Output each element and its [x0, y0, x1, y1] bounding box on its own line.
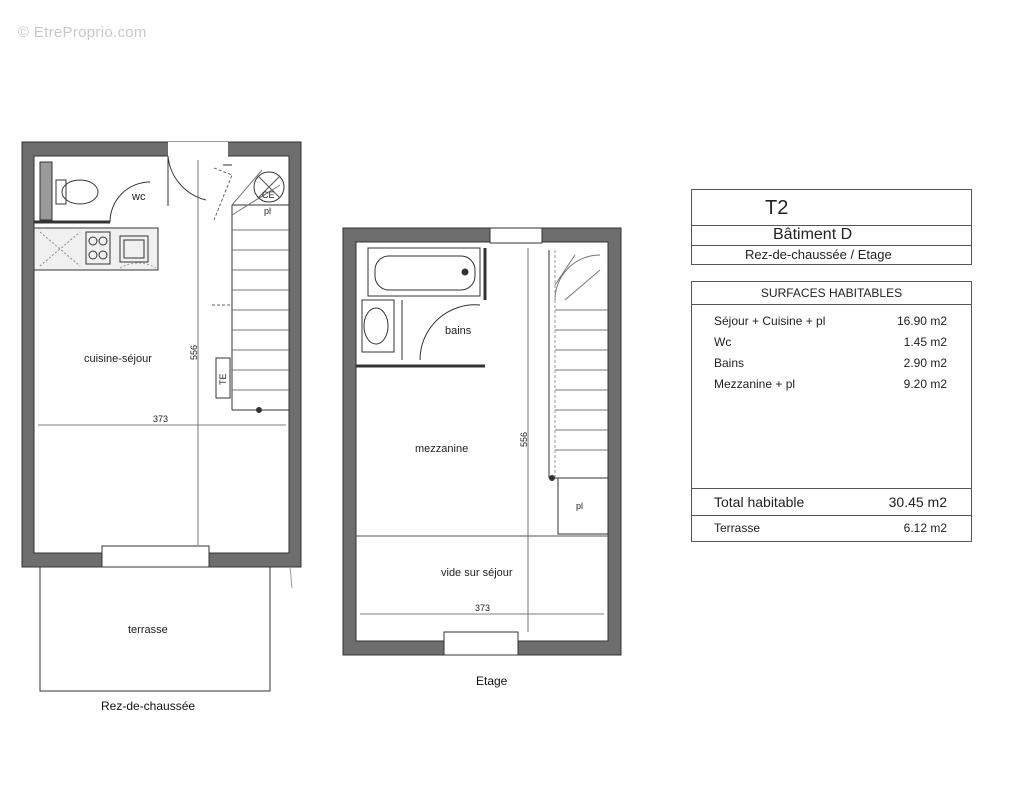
rdc-te-label: TE: [218, 373, 228, 385]
total-separator: [692, 488, 971, 489]
surface-value: 9.20 m2: [903, 377, 947, 391]
surface-value: 16.90 m2: [896, 314, 947, 328]
etage-bains-label: bains: [445, 325, 472, 337]
terrasse-row: [714, 521, 947, 537]
title-block: [691, 189, 972, 265]
terrasse-name: Terrasse: [714, 521, 761, 535]
apartment-type: [692, 190, 971, 226]
rdc-width-dimension: 373: [153, 414, 169, 424]
rdc-cuisine-sejour-label: cuisine-séjour: [84, 353, 152, 365]
levels: [692, 245, 971, 265]
surface-row: [714, 314, 947, 330]
surface-value: 1.45 m2: [903, 335, 947, 349]
rdc-pl-label: pl: [264, 206, 272, 216]
building-name: [692, 225, 971, 246]
surfaces-header: SURFACES HABITABLES: [692, 282, 971, 305]
total-value: 30.45 m2: [888, 494, 947, 510]
etage-width-dimension: 373: [475, 603, 491, 613]
surfaces-table: [691, 281, 972, 542]
surface-row: [714, 335, 947, 351]
rdc-terrasse-label: terrasse: [128, 624, 168, 636]
surface-name: Séjour + Cuisine + pl: [714, 314, 826, 328]
etage-caption: Etage: [476, 674, 508, 688]
surface-row: [714, 356, 947, 372]
etage-mezzanine-label: mezzanine: [415, 443, 469, 455]
building-name-text: Bâtiment D: [773, 226, 853, 243]
total-row: [714, 494, 947, 512]
surface-name: Wc: [714, 335, 732, 349]
rdc-height-dimension: 556: [189, 344, 199, 360]
rdc-caption: Rez-de-chaussée: [101, 699, 196, 713]
terrasse-separator: [692, 515, 971, 516]
etage-height-dimension: 556: [519, 431, 529, 447]
watermark: © EtreProprio.com: [18, 24, 147, 41]
rdc-ce-label: CE: [262, 190, 275, 200]
etage-vide-sur-sejour-label: vide sur séjour: [441, 567, 513, 579]
surface-row: [714, 377, 947, 393]
surface-name: Bains: [714, 356, 745, 370]
terrasse-value: 6.12 m2: [903, 521, 947, 535]
rdc-wc-label: wc: [132, 191, 146, 203]
etage-plan: [343, 228, 621, 655]
etage-pl-label: pl: [576, 501, 584, 511]
surface-name: Mezzanine + pl: [714, 377, 796, 391]
total-name: Total habitable: [714, 494, 805, 510]
apartment-type-text: T2: [765, 197, 789, 219]
surface-value: 2.90 m2: [903, 356, 947, 370]
levels-text: Rez-de-chaussée / Etage: [745, 247, 892, 262]
